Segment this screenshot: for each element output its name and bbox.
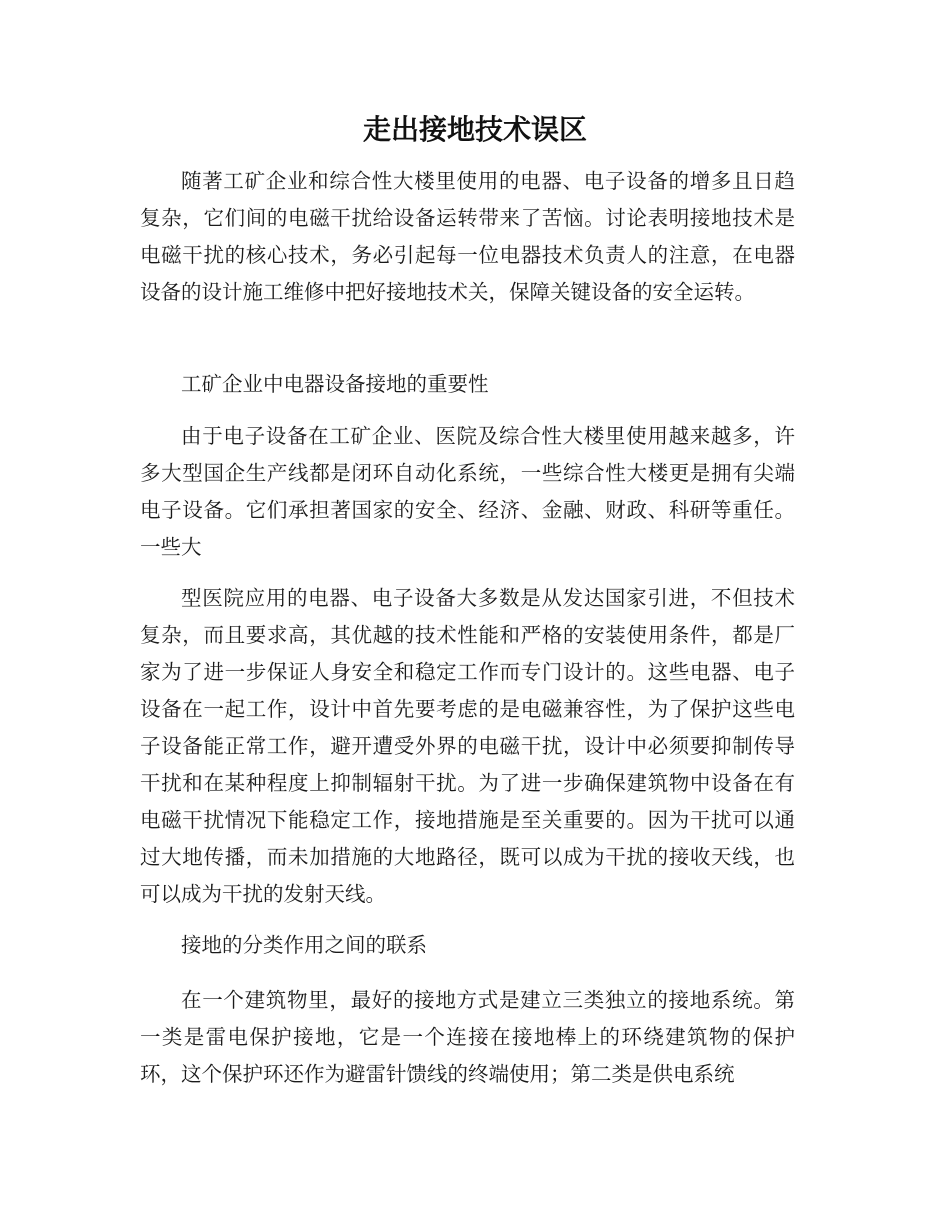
- classification-paragraph-1: 在一个建筑物里，最好的接地方式是建立三类独立的接地系统。第一类是雷电保护接地，它是一个连接在接地棒上的环绕建筑物的保护环，这个保护环还作为避雷针馈线的终端使用；第二类是供电系统: [140, 988, 795, 1086]
- intro-paragraph: 随著工矿企业和综合性大楼里使用的电器、电子设备的增多且日趋复杂，它们间的电磁干扰给设备运转带来了苦恼。讨论表明接地技术是电磁干扰的核心技术，务必引起每一位电器技术负责人的注意，在电器设备的设计施工维修中把好接地技术关，保障关键设备的安全运转。: [140, 169, 795, 304]
- importance-paragraph-2: 型医院应用的电器、电子设备大多数是从发达国家引进，不但技术复杂，而且要求高，其优越的技术性能和严格的安装使用条件，都是厂家为了进一步保证人身安全和稳定工作而专门设计的。这些电器、电子设备在一起工作，设计中首先要考虑的是电磁兼容性，为了保护这些电子设备能正常工作，避开遭受外界的电磁干扰，设计中必须要抑制传导干扰和在某种程度上抑制辐射干扰。为了进一步确保建筑物中设备在有电磁干扰情况下能稳定工作，接地措施是至关重要的。因为干扰可以通过大地传播，而未加措施的大地路径，既可以成为干扰的接收天线，也可以成为干扰的发射天线。: [140, 586, 795, 906]
- section-heading-classification: 接地的分类作用之间的联系: [181, 933, 427, 957]
- importance-paragraph-1: 由于电子设备在工矿企业、医院及综合性大楼里使用越来越多，许多大型国企生产线都是闭环自动化系统，一些综合性大楼更是拥有尖端电子设备。它们承担著国家的安全、经济、金融、财政、科研等重任。一些大: [140, 424, 795, 559]
- section-heading-importance: 工矿企业中电器设备接地的重要性: [181, 372, 489, 396]
- document-title: 走出接地技术误区: [362, 113, 587, 146]
